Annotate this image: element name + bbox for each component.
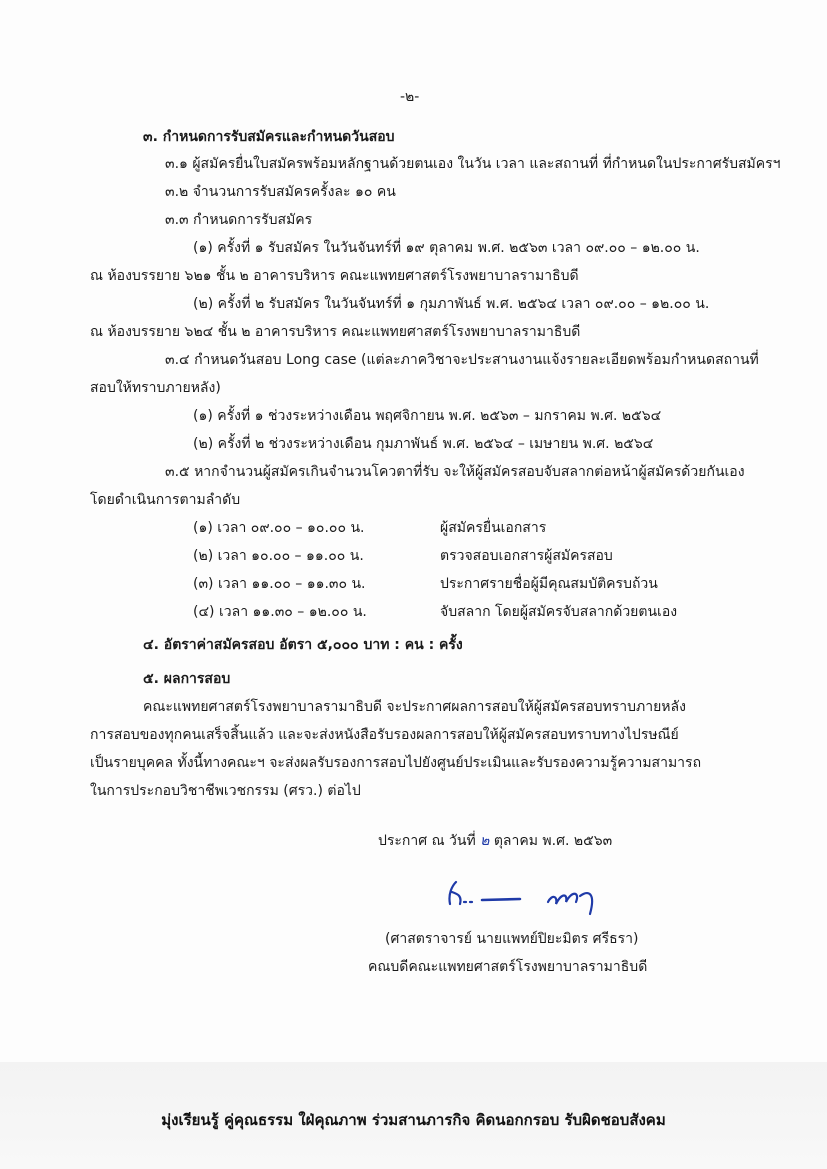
schedule-time: (๓) เวลา ๑๑.๐๐ – ๑๑.๓๐ น.: [193, 576, 366, 592]
item-3-2: ๓.๒ จำนวนการรับสมัครครั้งละ ๑๐ คน: [165, 184, 396, 200]
announcement-date: [378, 832, 612, 850]
round2-line2: ณ ห้องบรรยาย ๖๒๔ ชั้น ๒ อาคารบริหาร คณะแพทยศาสตร์โรงพยาบาลรามาธิบดี: [90, 324, 581, 340]
round2-line1: (๒) ครั้งที่ ๒ รับสมัคร ในวันจันทร์ที่ ๑ กุมภาพันธ์ พ.ศ. ๒๕๖๔ เวลา ๐๙.๐๐ – ๑๒.๐๐ น.: [193, 296, 710, 312]
section5-heading: ๕. ผลการสอบ: [143, 671, 231, 687]
announcement-prefix: ประกาศ ณ วันที่: [378, 833, 476, 849]
item-3-1: ๓.๑ ผู้สมัครยื่นใบสมัครพร้อมหลักฐานด้วยตนเอง ในวัน เวลา และสถานที่ ที่กำหนดในประกาศรับสมัครฯ: [165, 156, 781, 172]
signatory-name: (ศาสตราจารย์ นายแพทย์ปิยะมิตร ศรีธรา): [385, 931, 639, 947]
round1-line1: (๑) ครั้งที่ ๑ รับสมัคร ในวันจันทร์ที่ ๑๙ ตุลาคม พ.ศ. ๒๕๖๓ เวลา ๐๙.๐๐ – ๑๒.๐๐ น.: [193, 240, 700, 256]
section5-para-line3: เป็นรายบุคคล ทั้งนี้ทางคณะฯ จะส่งผลรับรองการสอบไปยังศูนย์ประเมินและรับรองความรู้ความสามารถ: [90, 755, 702, 771]
schedule-task: จับสลาก โดยผู้สมัครจับสลากด้วยตนเอง: [440, 604, 678, 620]
schedule-time: (๑) เวลา ๐๙.๐๐ – ๑๐.๐๐ น.: [193, 520, 365, 536]
schedule-time: (๒) เวลา ๑๐.๐๐ – ๑๑.๐๐ น.: [193, 548, 364, 564]
section5-para-line1: คณะแพทยศาสตร์โรงพยาบาลรามาธิบดี จะประกาศผลการสอบให้ผู้สมัครสอบทราบภายหลัง: [143, 699, 686, 715]
exam-round2: (๒) ครั้งที่ ๒ ช่วงระหว่างเดือน กุมภาพันธ์ พ.ศ. ๒๕๖๔ – เมษายน พ.ศ. ๒๕๖๔: [193, 436, 654, 452]
schedule-task: ตรวจสอบเอกสารผู้สมัครสอบ: [440, 548, 613, 564]
round1-line2: ณ ห้องบรรยาย ๖๒๑ ชั้น ๒ อาคารบริหาร คณะแพทยศาสตร์โรงพยาบาลรามาธิบดี: [90, 268, 579, 284]
section5-para-line2: การสอบของทุกคนเสร็จสิ้นแล้ว และจะส่งหนังสือรับรองผลการสอบให้ผู้สมัครสอบทราบทางไปรษณีย์: [90, 727, 679, 743]
schedule-time: (๔) เวลา ๑๑.๓๐ – ๑๒.๐๐ น.: [193, 604, 367, 620]
announcement-day: ๒: [480, 833, 490, 849]
item-3-5-line1: ๓.๕ หากจำนวนผู้สมัครเกินจำนวนโควตาที่รับ จะให้ผู้สมัครสอบจับสลากต่อหน้าผู้สมัครด้วยกันเอง: [165, 464, 745, 480]
handwritten-signature: [420, 872, 620, 916]
signatory-title: คณบดีคณะแพทยศาสตร์โรงพยาบาลรามาธิบดี: [368, 959, 648, 975]
item-3-4-line1: ๓.๔ กำหนดวันสอบ Long case (แต่ละภาควิชาจะประสานงานแจ้งรายละเอียดพร้อมกำหนดสถานที่: [165, 352, 759, 368]
section4-heading: ๔. อัตราค่าสมัครสอบ อัตรา ๕,๐๐๐ บาท : คน : ครั้ง: [143, 637, 463, 653]
section3-heading: ๓. กำหนดการรับสมัครและกำหนดวันสอบ: [143, 129, 395, 145]
section5-para-line4: ในการประกอบวิชาชีพเวชกรรม (ศรว.) ต่อไป: [90, 783, 361, 799]
exam-round1: (๑) ครั้งที่ ๑ ช่วงระหว่างเดือน พฤศจิกายน พ.ศ. ๒๕๖๓ – มกราคม พ.ศ. ๒๕๖๔: [193, 408, 662, 424]
page-number: -๒-: [400, 89, 420, 105]
schedule-task: ประกาศรายชื่อผู้มีคุณสมบัติครบถ้วน: [440, 576, 658, 592]
item-3-3: ๓.๓ กำหนดการรับสมัคร: [165, 212, 313, 228]
schedule-task: ผู้สมัครยื่นเอกสาร: [440, 520, 547, 536]
item-3-4-line2: สอบให้ทราบภายหลัง): [90, 380, 221, 396]
footer-motto: มุ่งเรียนรู้ คู่คุณธรรม ใฝ่คุณภาพ ร่วมสานภารกิจ คิดนอกกรอบ รับผิดชอบสังคม: [161, 1111, 666, 1129]
announcement-suffix: ตุลาคม พ.ศ. ๒๕๖๓: [493, 833, 613, 849]
item-3-5-line2: โดยดำเนินการตามลำดับ: [90, 492, 241, 508]
